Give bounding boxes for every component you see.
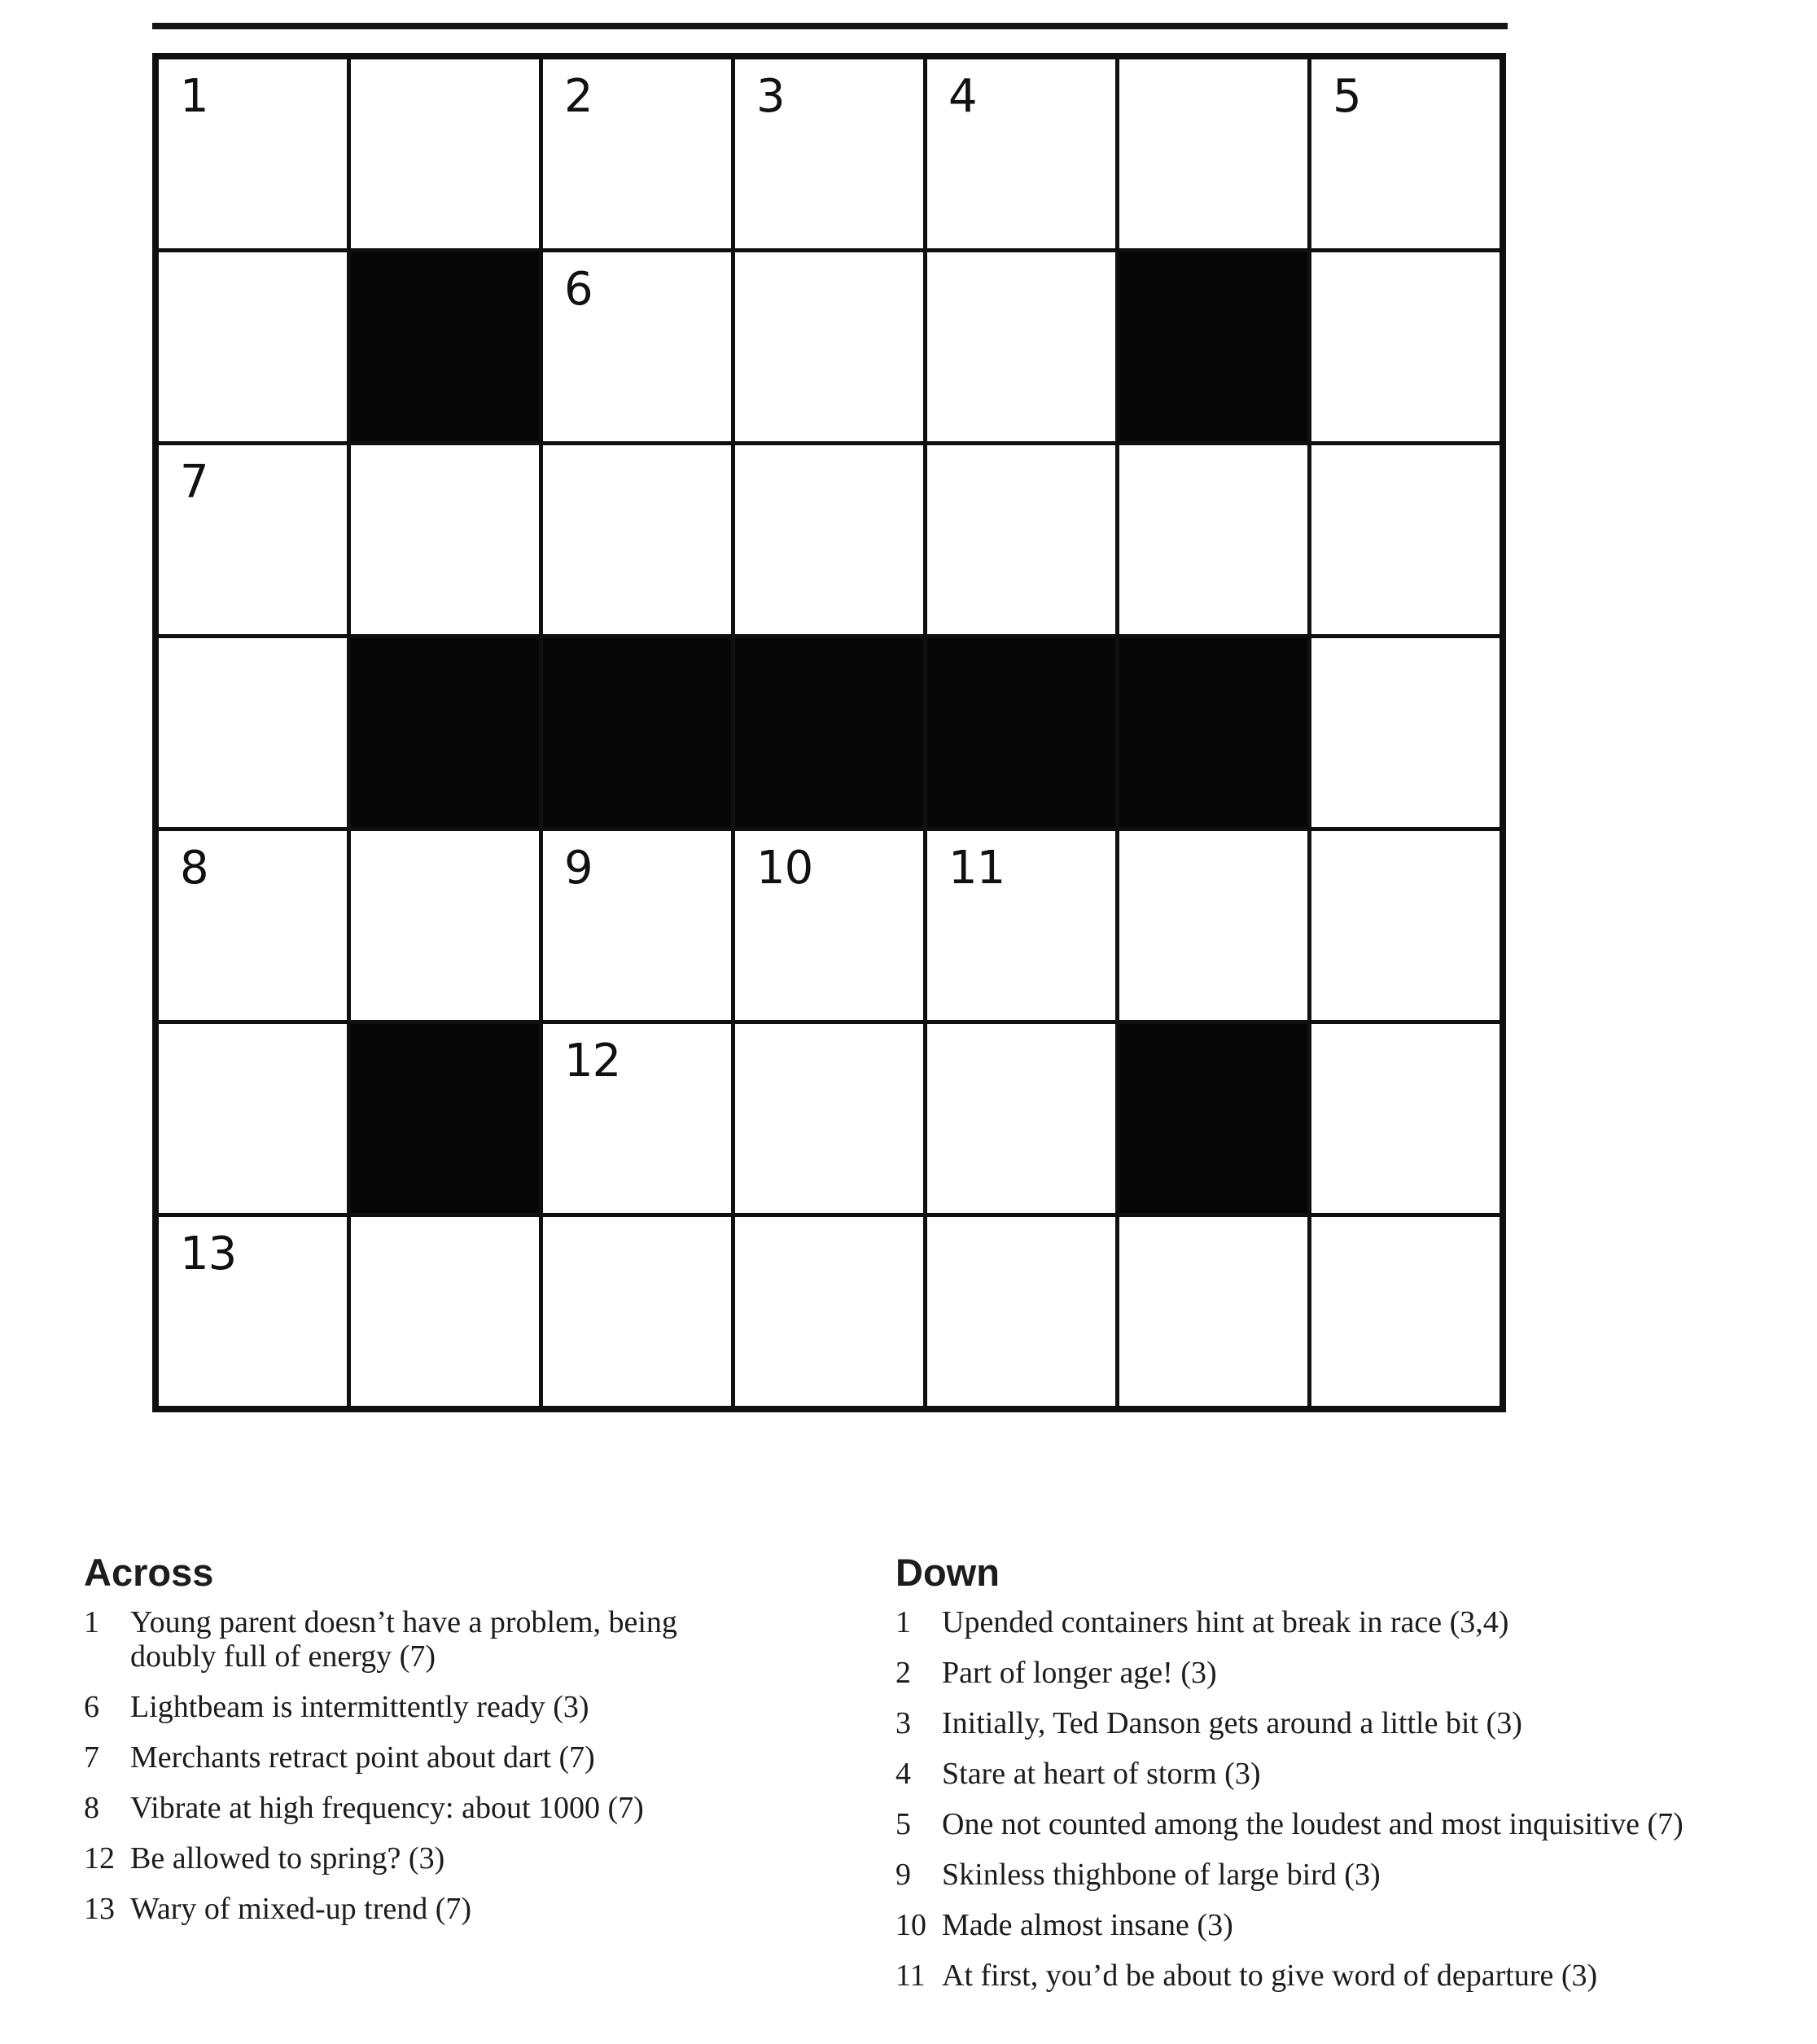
- clue-text: Made almost insane (3): [942, 1908, 1233, 1942]
- grid-cell-black: [351, 638, 539, 827]
- clue-number: 1: [895, 1605, 911, 1639]
- page-trim-rule: [152, 23, 1508, 29]
- down-clue-item: [895, 1605, 1803, 1639]
- cell-number: 7: [180, 456, 208, 509]
- grid-cell-white[interactable]: [1311, 252, 1500, 441]
- grid-cell-white[interactable]: [159, 638, 347, 827]
- grid-cell-white[interactable]: [1311, 445, 1500, 634]
- cell-number: 12: [564, 1035, 621, 1088]
- grid-cell-white[interactable]: [927, 1024, 1115, 1213]
- clue-number: 7: [84, 1740, 99, 1775]
- down-clue-item: [895, 1757, 1803, 1791]
- grid-cell-white[interactable]: [735, 831, 923, 1020]
- clue-text: Wary of mixed-up trend (7): [130, 1892, 472, 1926]
- down-clue-item: [895, 1959, 1803, 1993]
- cell-number: 11: [948, 842, 1005, 895]
- cell-number: 9: [564, 842, 593, 895]
- grid-cell-white[interactable]: [927, 1217, 1115, 1406]
- clue-number: 5: [895, 1807, 911, 1841]
- grid-cell-black: [1119, 1024, 1307, 1213]
- clue-text: Merchants retract point about dart (7): [130, 1740, 595, 1775]
- grid-cell-white[interactable]: [927, 445, 1115, 634]
- grid-cell-black: [1119, 638, 1307, 827]
- grid-cell-white[interactable]: [543, 59, 731, 248]
- down-heading: Down: [895, 1551, 1000, 1594]
- cell-number: 6: [564, 263, 593, 316]
- grid-cell-white[interactable]: [351, 831, 539, 1020]
- cell-number: 13: [180, 1228, 237, 1280]
- grid-cell-black: [351, 252, 539, 441]
- down-clue-item: [895, 1908, 1803, 1942]
- grid-cell-white[interactable]: [1119, 1217, 1307, 1406]
- across-clue-item: [84, 1690, 768, 1724]
- cell-number: 10: [756, 842, 813, 895]
- grid-cell-white[interactable]: [543, 831, 731, 1020]
- clue-text: Skinless thighbone of large bird (3): [942, 1858, 1381, 1892]
- grid-cell-white[interactable]: [543, 252, 731, 441]
- down-clue-item: [895, 1656, 1803, 1690]
- down-clues-section: [895, 1552, 1803, 2009]
- down-clue-item: [895, 1706, 1803, 1740]
- clue-text: Initially, Ted Danson gets around a little bit (3): [942, 1706, 1522, 1740]
- down-clue-item: [895, 1858, 1803, 1892]
- grid-cell-white[interactable]: [1311, 638, 1500, 827]
- grid-cell-white[interactable]: [1311, 831, 1500, 1020]
- grid-cell-white[interactable]: [1119, 59, 1307, 248]
- grid-cell-white[interactable]: [351, 445, 539, 634]
- grid-cell-white[interactable]: [927, 59, 1115, 248]
- cell-number: 3: [756, 70, 785, 123]
- clue-number: 9: [895, 1858, 911, 1892]
- clue-number: 3: [895, 1706, 911, 1740]
- grid-cell-white[interactable]: [927, 252, 1115, 441]
- grid-cell-white[interactable]: [159, 831, 347, 1020]
- across-clue-item: [84, 1791, 768, 1825]
- clue-number: 4: [895, 1757, 911, 1791]
- crossword-grid: [152, 53, 1506, 1412]
- across-heading: Across: [84, 1551, 214, 1594]
- clue-text: Upended containers hint at break in race (3,4): [942, 1605, 1509, 1639]
- down-clue-item: [895, 1807, 1803, 1841]
- clue-text: Lightbeam is intermittently ready (3): [130, 1690, 589, 1724]
- grid-cell-white[interactable]: [735, 445, 923, 634]
- cell-number: 8: [180, 842, 208, 895]
- across-clue-list: [84, 1605, 768, 1926]
- grid-cell-white[interactable]: [543, 1217, 731, 1406]
- grid-cell-white[interactable]: [159, 445, 347, 634]
- down-clue-list: [895, 1605, 1803, 1993]
- grid-cell-white[interactable]: [1311, 1217, 1500, 1406]
- clue-text: Be allowed to spring? (3): [130, 1841, 445, 1875]
- clue-text: Part of longer age! (3): [942, 1656, 1217, 1690]
- grid-cell-black: [543, 638, 731, 827]
- across-clue-item: [84, 1605, 768, 1674]
- across-clue-item: [84, 1892, 768, 1926]
- clue-number: 8: [84, 1791, 99, 1825]
- grid-cell-white[interactable]: [1119, 445, 1307, 634]
- grid-cell-white[interactable]: [159, 1217, 347, 1406]
- grid-cell-white[interactable]: [159, 1024, 347, 1213]
- cell-number: 5: [1333, 70, 1361, 123]
- grid-cell-white[interactable]: [735, 252, 923, 441]
- grid-cell-black: [927, 638, 1115, 827]
- grid-cell-white[interactable]: [735, 1024, 923, 1213]
- grid-cell-white[interactable]: [1311, 1024, 1500, 1213]
- clue-number: 6: [84, 1690, 99, 1724]
- grid-cell-white[interactable]: [159, 59, 347, 248]
- across-clue-item: [84, 1841, 768, 1875]
- grid-cell-white[interactable]: [543, 1024, 731, 1213]
- grid-cell-white[interactable]: [927, 831, 1115, 1020]
- grid-cell-white[interactable]: [351, 1217, 539, 1406]
- clue-text: Stare at heart of storm (3): [942, 1757, 1261, 1791]
- across-clues-section: [84, 1552, 768, 1942]
- cell-number: 4: [948, 70, 977, 123]
- across-clue-item: [84, 1740, 768, 1775]
- cell-number: 1: [180, 70, 208, 123]
- grid-cell-white[interactable]: [543, 445, 731, 634]
- clue-text: One not counted among the loudest and most inquisitive (7): [942, 1807, 1683, 1841]
- clue-number: 2: [895, 1656, 911, 1690]
- grid-cell-white[interactable]: [351, 59, 539, 248]
- clue-text: Young parent doesn’t have a problem, being doubly full of energy (7): [130, 1605, 677, 1674]
- grid-cell-black: [735, 638, 923, 827]
- clue-text: At first, you’d be about to give word of departure (3): [942, 1959, 1598, 1993]
- clue-number: 1: [84, 1605, 99, 1639]
- grid-cell-black: [351, 1024, 539, 1213]
- clue-text: Vibrate at high frequency: about 1000 (7): [130, 1791, 644, 1825]
- grid-cell-white[interactable]: [735, 59, 923, 248]
- grid-cell-white[interactable]: [159, 252, 347, 441]
- clue-number: 13: [84, 1892, 115, 1926]
- grid-cell-black: [1119, 252, 1307, 441]
- grid-cell-white[interactable]: [1119, 831, 1307, 1020]
- clue-number: 11: [895, 1959, 926, 1993]
- grid-cell-white[interactable]: [735, 1217, 923, 1406]
- grid-cell-white[interactable]: [1311, 59, 1500, 248]
- clue-number: 12: [84, 1841, 115, 1875]
- clue-number: 10: [895, 1908, 926, 1942]
- cell-number: 2: [564, 70, 593, 123]
